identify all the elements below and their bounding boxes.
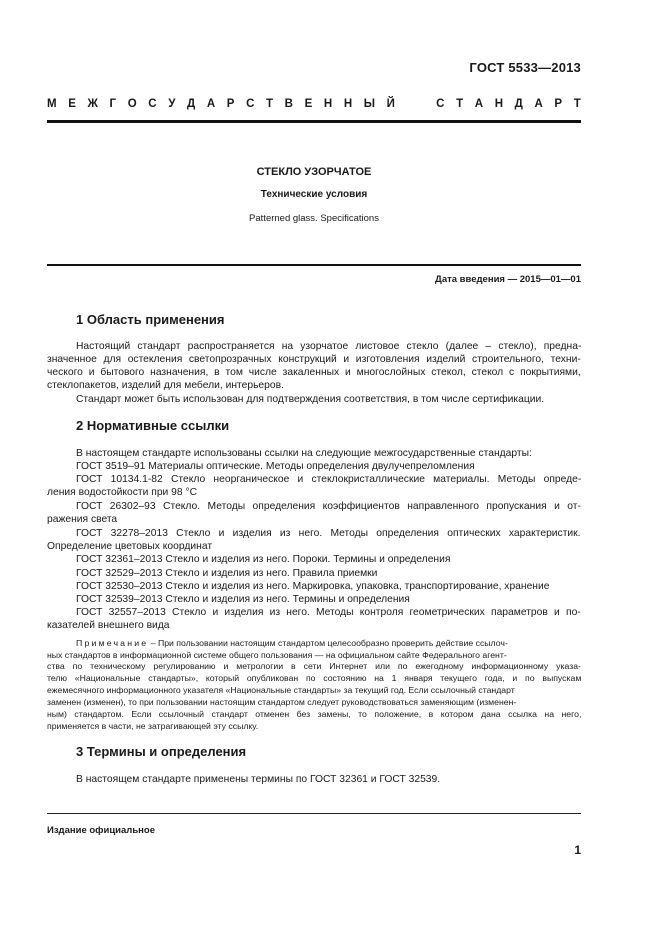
s2-line: ГОСТ 32361–2013 Стекло и изделия из него. Пороки. Термины и определения	[76, 554, 451, 565]
note-line: – При пользовании настоящим стандартом целесообразно проверить действие ссылоч-	[148, 638, 508, 648]
banner-letter: У	[168, 98, 176, 110]
s2-line: ражения света	[47, 514, 118, 525]
banner-letter: С	[246, 98, 255, 110]
note-line: заменен (изменен), то при пользовании настоящим стандартом следует руководствоваться заменяющим (изменен-	[47, 697, 517, 707]
section-1-heading: 1 Область применения	[76, 312, 225, 327]
banner-letter: Д	[187, 98, 196, 110]
banner-letter: Д	[514, 98, 523, 110]
s1-p1-line: значенное для остекления светопрозрачных конструкций и изготовления изделий строительного, техни-	[47, 354, 581, 365]
s2-line: В настоящем стандарте использованы ссылки на следующие межгосударственные стандарты:	[76, 448, 532, 459]
banner-letter: Т	[266, 98, 274, 110]
intro-date: Дата введения — 2015—01—01	[435, 274, 581, 285]
s1-p1-line: Настоящий стандарт распространяется на узорчатое листовое стекло (далее – стекло), предна-	[76, 341, 582, 352]
note-line: ным) стандартом. Если ссылочный стандарт отменен без замены, то положение, в котором дана ссылка на него,	[47, 709, 582, 719]
official-edition: Издание официальное	[47, 825, 155, 836]
s2-line: ГОСТ 32278–2013 Стекло и изделия из него. Методы определения оптических характеристик.	[76, 528, 581, 539]
note-line: ежемесячного информационного указателя «Национальные стандарты» за текущий год. Если ссылочный стандарт	[47, 685, 515, 695]
note-line: применяется в части, не затрагивающей эту ссылку.	[47, 721, 259, 731]
s3-p1: В настоящем стандарте применены термины по ГОСТ 32361 и ГОСТ 32539.	[76, 774, 441, 785]
footer-rule	[47, 813, 581, 814]
note-first-line	[76, 638, 508, 649]
s1-p1-line: ческого и бытового назначения, в том числе закаленных и многослойных стекол, стекол с покрытиями,	[47, 367, 581, 378]
s1-p2: Стандарт может быть использован для подтверждения соответствия, в том числе сертификации.	[76, 394, 545, 405]
banner-letter: С	[436, 98, 445, 110]
title-rule	[47, 264, 581, 266]
banner-letter: Н	[323, 98, 333, 110]
note-label: Примечание	[76, 638, 149, 648]
banner-letter: А	[534, 98, 543, 110]
banner-letter: Р	[226, 98, 235, 110]
banner-letter: Ы	[363, 98, 376, 110]
banner-letter: М	[47, 98, 57, 110]
s2-line: ГОСТ 26302–93 Стекло. Методы определения коэффициентов направленного пропускания и от-	[76, 501, 581, 512]
banner-letter: Т	[456, 98, 464, 110]
s2-line: ГОСТ 32539–2013 Стекло и изделия из него. Термины и определения	[76, 594, 410, 605]
standard-type-banner	[47, 98, 581, 110]
s2-line: ГОСТ 32529–2013 Стекло и изделия из него. Правила приемки	[76, 568, 378, 579]
banner-letter: О	[127, 98, 137, 110]
note-line: телю «Национальные стандарты», который опубликован по состоянию на 1 января текущего года, и по выпускам	[47, 673, 582, 683]
header-rule	[47, 120, 581, 123]
s2-line: ГОСТ 3519–91 Материалы оптические. Методы определения двулучепреломления	[76, 461, 475, 472]
banner-letter: Р	[554, 98, 563, 110]
banner-letter: Й	[386, 98, 395, 110]
note-line: ства по техническому регулированию и метрологии в сети Интернет или по ежегодному информационному указа-	[47, 661, 581, 671]
banner-letter: Н	[343, 98, 353, 110]
section-2-heading: 2 Нормативные ссылки	[76, 418, 230, 433]
banner-letter: Е	[68, 98, 76, 110]
banner-letter: Е	[304, 98, 313, 110]
banner-letter: Н	[494, 98, 504, 110]
s1-p1-line: стеклопакетов, изделий для мебели, интерьеров.	[47, 380, 284, 391]
banner-letter: А	[206, 98, 216, 110]
s2-line: Определение цветовых координат	[47, 541, 213, 552]
s2-line: ГОСТ 10134.1-82 Стекло неорганическое и стеклокристаллические материалы. Методы опреде-	[76, 474, 582, 485]
banner-letter: Т	[573, 98, 581, 110]
document-subtitle: Технические условия	[260, 189, 368, 200]
english-title: Patterned glass. Specifications	[249, 213, 379, 224]
s2-line: ГОСТ 32557–2013 Стекло и изделия из него. Методы контроля геометрических параметров и по-	[76, 607, 581, 618]
s2-line: ГОСТ 32530–2013 Стекло и изделия из него. Маркировка, упаковка, транспортирование, хранение	[76, 581, 550, 592]
banner-letter: Г	[109, 98, 117, 110]
gost-code: ГОСТ 5533—2013	[469, 60, 581, 75]
document-title: СТЕКЛО УЗОРЧАТОЕ	[256, 166, 372, 178]
section-3-heading: 3 Термины и определения	[76, 744, 247, 759]
banner-letter: В	[284, 98, 293, 110]
s2-line: ления водостойкости при 98 °С	[47, 487, 198, 498]
banner-letter: С	[148, 98, 157, 110]
page-number: 1	[574, 843, 581, 857]
banner-letter: А	[474, 98, 484, 110]
banner-gap	[407, 98, 425, 110]
s2-line: казателей внешнего вида	[47, 620, 170, 631]
banner-letter: Ж	[87, 98, 98, 110]
note-line: ных стандартов в информационной системе общего пользования — на официальном сайте Федерального агент-	[47, 650, 507, 660]
